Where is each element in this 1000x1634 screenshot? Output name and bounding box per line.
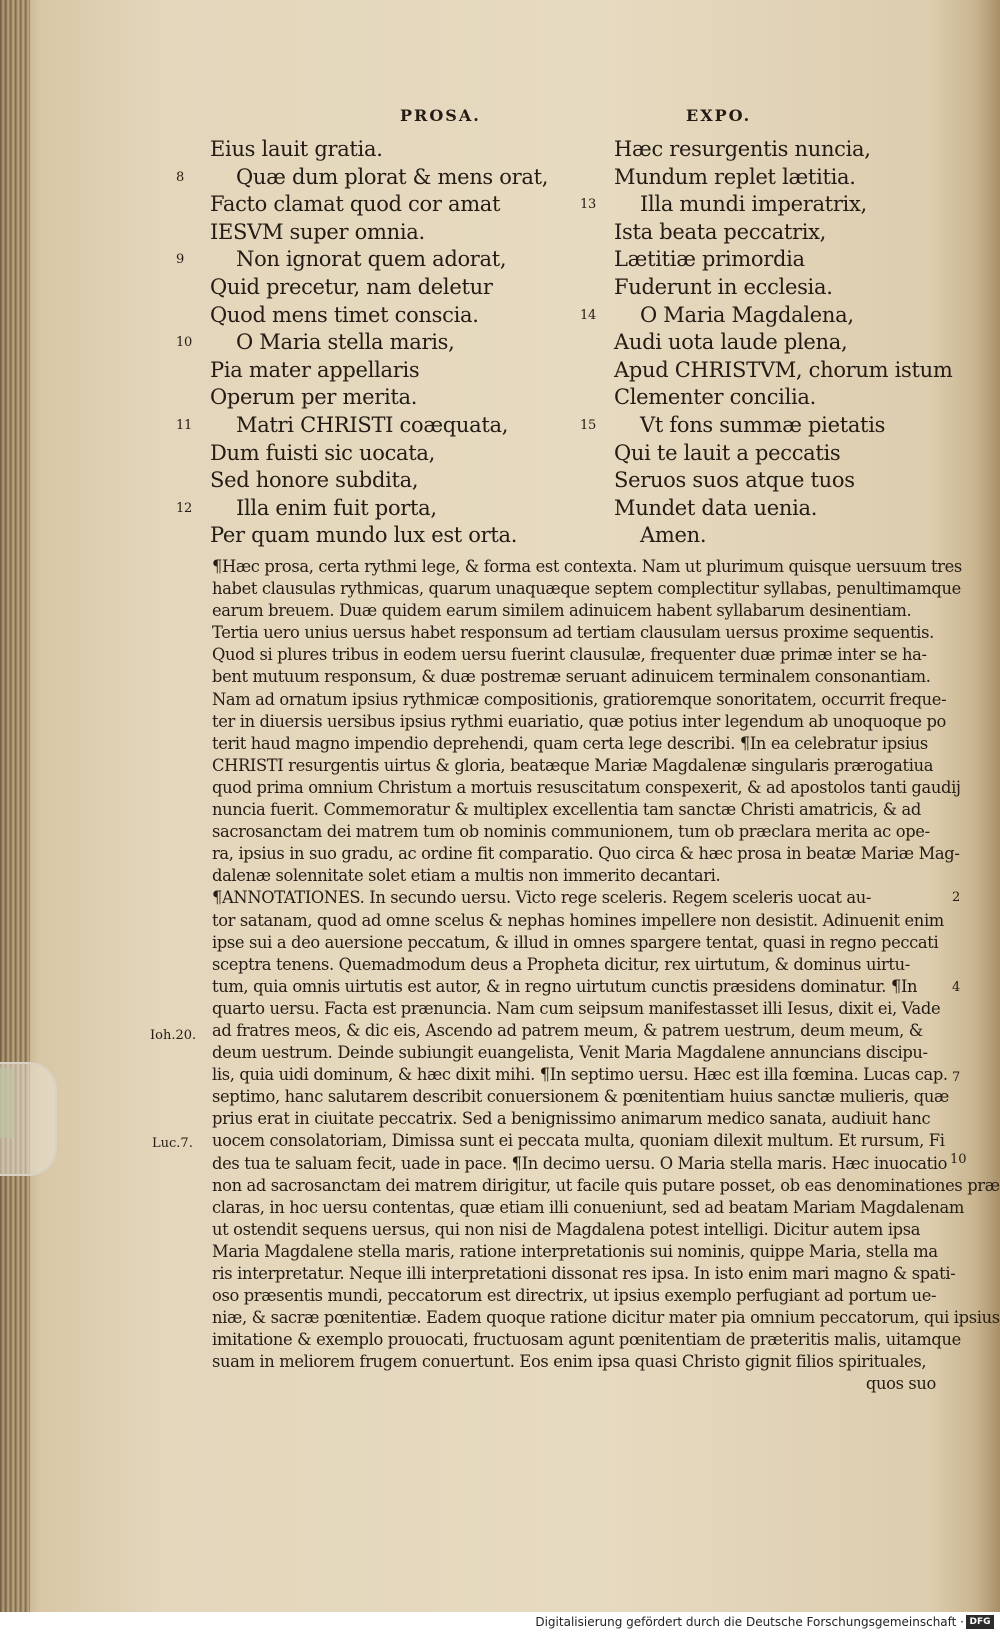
verse-text: Operum per merita. [210,385,418,410]
verse-line [210,219,548,247]
verse-text: Clementer concilia. [614,385,816,410]
verse-text: Quæ dum plorat & mens orat, [236,164,549,189]
verse-line [614,329,953,357]
verse-text: Amen. [640,523,707,548]
verse-number: 9 [176,252,184,268]
prose-line: niæ, & sacræ pœnitentiæ. Eadem quoque ratione dicitur mater pia omnium peccatorum, qui ipsius [212,1308,1000,1328]
prose-line: quod prima omnium Christum a mortuis resuscitatum conspexerit, & ad apostolos tanti gaudij [212,777,961,797]
prose-line: ris interpretatur. Neque illi interpretationi dissonat res ipsa. In isto enim mari magno & spati- [212,1264,956,1283]
prose-line: non ad sacrosanctam dei matrem dirigitur, ut facile quis putare posset, ob eas denominationes præ [212,1175,1000,1195]
verse-line [176,246,548,274]
verse-line [580,412,953,440]
verse-line [210,191,548,219]
prose-line: suam in meliorem frugem conuertunt. Eos enim ipsa quasi Christo gignit filios spirituales, [212,1352,927,1372]
verse-line [210,522,548,550]
page-gutter-edge [0,0,30,1612]
dfg-logo: DFG [966,1615,994,1629]
verse-text: Pia mater appellaris [210,357,420,382]
prose-line: sacrosanctam dei matrem tum ob nominis communionem, tum ob præclara merita ac ope- [212,822,930,842]
verse-text: Vt fons summæ pietatis [640,412,886,437]
prose-line: tum, quia omnis uirtutis est autor, & in regno uirtutum cunctis præsidens dominatur. ¶In [212,976,918,996]
verse-text: Facto clamat quod cor amat [210,192,501,217]
verse-line [210,467,548,495]
verse-text: IESVM super omnia. [210,219,425,244]
verse-text: Hæc resurgentis nuncia, [614,137,871,161]
verse-line [210,357,548,385]
prose-line: ¶Hæc prosa, certa rythmi lege, & forma est contexta. Nam ut plurimum quisque uersuum tres [212,557,962,576]
prose-line: ad fratres meos, & dic eis, Ascendo ad patrem meum, & patrem uestrum, deum meum, & [212,1020,923,1040]
prose-line: Tertia uero unius uersus habet responsum ad tertiam clausulam uersus proxime sequentis. [212,623,934,643]
verse-number: 12 [176,500,192,516]
prose-line: claras, in hoc uersu contentas, quæ etiam illi conueniunt, sed ad beatam Mariam Magdalenam [212,1197,964,1217]
left-verse-column [176,136,549,550]
prose-line: deum uestrum. Deinde subiungit euangelista, Venit Maria Magdalene annuncians discipu- [212,1043,928,1063]
prose-line: Nam ad ornatum ipsius rythmicæ compositionis, gratioremque sonoritatem, occurrit freque- [212,689,947,709]
verse-line [614,495,953,523]
prose-line: quos suo [865,1374,936,1394]
prose-line: CHRISTI resurgentis uirtus & gloria, beatæque Mariæ Magdalenæ singularis prærogatiua [212,755,934,775]
prose-line: ut ostendit sequens uersus, qui non nisi de Magdalena potest intelligi. Dicitur autem ipsa [212,1219,921,1239]
margin-note-luc: Luc.7. [152,1136,193,1151]
prose-line: des tua te saluam fecit, uade in pace. ¶In decimo uersu. O Maria stella maris. Hæc inuocatio [212,1153,948,1173]
prose-line: nuncia fuerit. Commemoratur & multiplex excellentia tam sanctæ Christi amatricis, & ad [212,800,921,820]
verse-line [614,164,953,192]
verse-text: Non ignorat quem adorat, [236,247,507,272]
prose-line: habet clausulas rythmicas, quarum unaquæque septem complectitur syllabas, penultimamque [212,579,961,599]
verse-line [580,302,953,330]
prose-line: septimo, hanc salutarem describit conuersionem & pœnitentiam huius sanctæ mulieris, quæ [212,1087,949,1107]
verse-line [176,164,549,192]
verse-line [614,522,953,550]
prose-line: imitatione & exemplo prouocati, fructuosam agunt pœnitentiam de præteritis malis, uitamque [212,1330,961,1350]
verse-number: 13 [580,197,596,213]
prose-line: prius erat in ciuitate peccatrix. Sed a benignissimo animarum medico sanata, audiuit hanc [212,1109,931,1129]
verse-text: Matri CHRISTI coæquata, [236,412,509,437]
verse-line [614,274,953,302]
prose-line: ter in diuersis uersibus ipsius rythmi euariatio, quæ potius inter legendum ab unoquoque po [212,711,946,731]
verse-line [210,440,548,468]
verse-text: Per quam mundo lux est orta. [210,523,518,548]
verse-text: Apud CHRISTVM, chorum istum [614,357,953,382]
verse-number: 14 [580,307,596,323]
verse-line [210,274,548,302]
prose-line: dalenæ solennitate solet etiam a multis non immerito decantari. [212,866,721,886]
prose-line: earum breuem. Duæ quidem earum similem adinuicem habent syllabarum desinentiam. [212,601,912,621]
verse-line [176,329,548,357]
verse-number: 8 [176,169,184,185]
verse-text: Dum fuisti sic uocata, [210,440,435,465]
verse-text: Seruos suos atque tuos [614,468,855,493]
verse-number: 10 [176,335,192,351]
margin-note-right-7: 7 [952,1070,961,1085]
prose-line: ra, ipsius in suo gradu, ac ordine fit comparatio. Quo circa & hæc prosa in beatæ Mariæ Mag- [212,844,960,864]
header-right: EXPO. [686,106,752,125]
prose-line: quarto uersu. Facta est prænuncia. Nam cum seipsum manifestasset illi Iesus, dixit ei, Vade [212,998,941,1018]
verse-line [580,191,953,219]
prose-line: oso præsentis mundi, peccatorum est directrix, ut ipsius exemplo perfugiant ad portum ue- [212,1286,937,1306]
verse-text: Lætitiæ primordia [614,247,805,272]
verse-text: Illa enim fuit porta, [236,495,437,520]
verse-text: Sed honore subdita, [210,468,419,493]
verse-text: Illa mundi imperatrix, [640,192,867,217]
verse-text: Mundum replet lætitia. [614,164,856,189]
verse-line [614,467,953,495]
verse-number: 15 [580,417,596,433]
verse-line [176,495,548,523]
prose-line: terit haud magno impendio deprehendi, quam certa lege describi. ¶In ea celebratur ipsius [212,733,928,753]
right-verse-column [580,136,953,550]
prose-line: bent mutuum responsum, & duæ postremæ seruant adinuicem terminalem consonantiam. [212,667,931,687]
verse-text: Quid precetur, nam deletur [210,274,493,299]
margin-note-right-4: 4 [952,980,961,995]
verse-line [210,136,548,164]
prose-line: Quod si plures tribus in eodem uersu fuerint clausulæ, frequenter duæ primæ inter se ha- [212,645,927,665]
margin-note-right-10: 10 [950,1152,967,1167]
verse-text: Fuderunt in ecclesia. [614,274,833,299]
footer-credit: Digitalisierung gefördert durch die Deutsche Forschungsgemeinschaft · [535,1615,964,1629]
verse-line [614,440,953,468]
prose-line: ¶ANNOTATIONES. In secundo uersu. Victo rege sceleris. Regem sceleris uocat au- [212,888,872,908]
footer-bar [0,1612,1000,1634]
verse-line [614,357,953,385]
margin-note-ioh: Ioh.20. [150,1028,197,1043]
verse-text: Audi uota laude plena, [614,330,848,355]
verse-text: Mundet data uenia. [614,495,818,520]
margin-note-right-2: 2 [952,890,961,905]
verse-line [614,384,953,412]
verse-line [614,219,953,247]
prose-line: uocem consolatoriam, Dimissa sunt ei peccata multa, quoniam dilexit multum. Et rursum, Fi [212,1131,945,1151]
verse-text: Quod mens timet conscia. [210,302,479,327]
verse-line [614,246,953,274]
prose-line: sceptra tenens. Quemadmodum deus a Propheta dicitur, rex uirtutum, & dominus uirtu- [212,954,910,974]
verse-line [176,412,548,440]
prose-line: tor satanam, quod ad omne scelus & nephas homines impellere non desistit. Adinuenit enim [212,910,944,930]
verse-text: O Maria stella maris, [236,330,455,355]
verse-line [210,384,548,412]
prose-line: ipse sui a deo auersione peccatum, & illud in omnes spargere tentat, quasi in regno peccati [212,932,939,952]
verse-line [614,136,953,164]
bookmark-tab [0,1062,57,1176]
verse-text: Qui te lauit a peccatis [614,440,841,465]
verse-text: Ista beata peccatrix, [614,219,827,244]
prose-line: Maria Magdalene stella maris, ratione interpretationis sui nominis, quippe Maria, stella ma [212,1241,938,1261]
prose-line: lis, quia uidi dominum, & hæc dixit mihi. ¶In septimo uersu. Hæc est illa fœmina. Lucas cap. [212,1065,948,1085]
verse-text: Eius lauit gratia. [210,137,383,161]
verse-number: 11 [176,417,192,433]
verse-text: O Maria Magdalena, [640,302,854,327]
verse-line [210,302,548,330]
header-left: PROSA. [400,106,481,125]
